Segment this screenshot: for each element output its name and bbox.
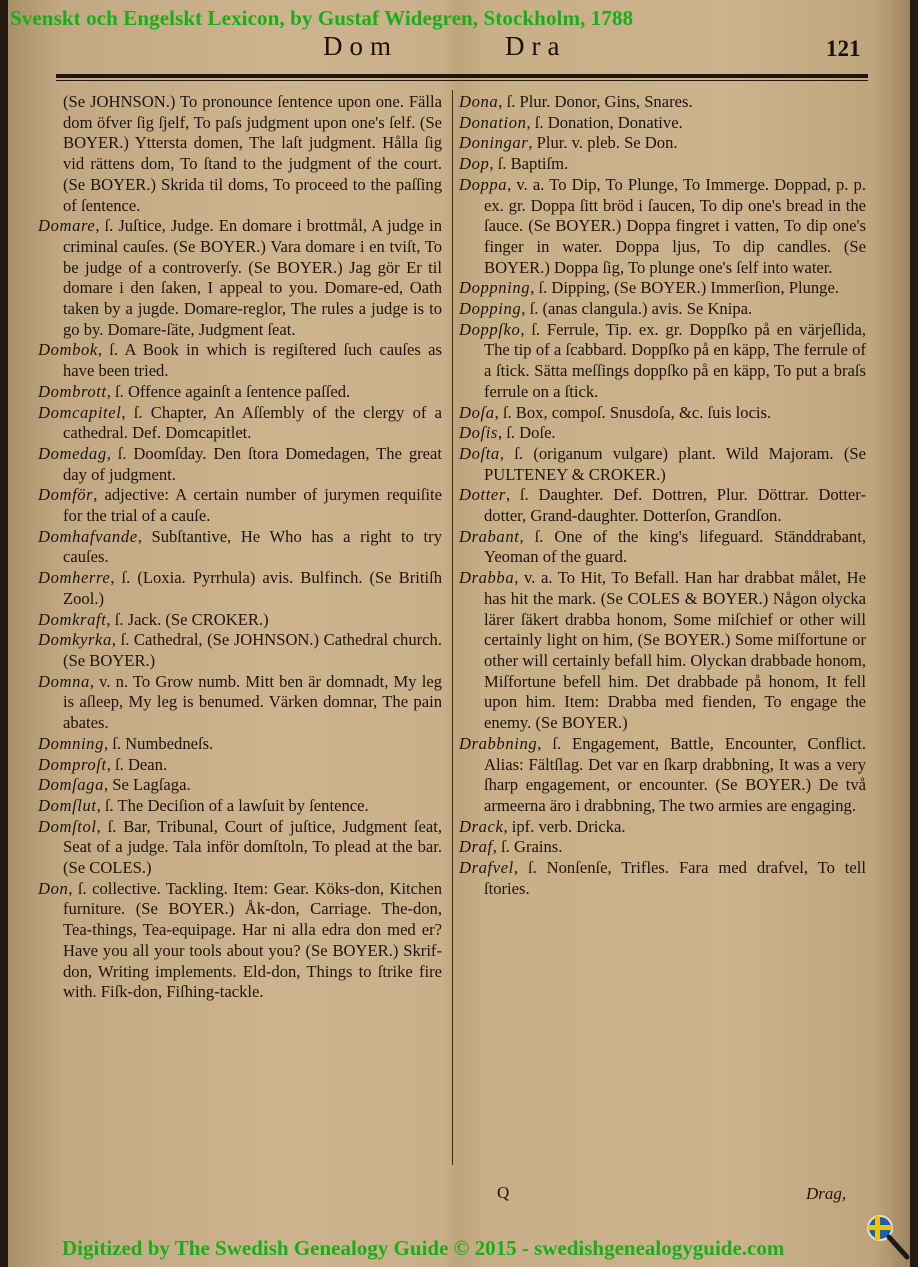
entry-headword: Dotter xyxy=(459,485,506,505)
running-head-left: Dom xyxy=(323,31,398,61)
entry-definition: , ſ. Offence againſt a ſentence paſſed. xyxy=(106,381,351,401)
entry-headword: Dona xyxy=(459,92,499,111)
entry-headword: Draf xyxy=(459,837,493,857)
entry-headword: Drabant xyxy=(459,526,520,546)
entry-definition: , ſ. Numbedneſs. xyxy=(103,733,214,753)
entry-headword: Domna xyxy=(38,671,90,691)
entry-headword: Domhafvande xyxy=(38,526,138,546)
entry-headword: Doppſko xyxy=(459,319,521,339)
entry-headword: Donation xyxy=(459,112,527,132)
entry-definition: , ſ. Dean. xyxy=(106,754,168,774)
dictionary-entry xyxy=(459,299,866,320)
entry-definition: , ipf. verb. Dricka. xyxy=(503,816,626,836)
entry-definition: , ſ. Grains. xyxy=(492,837,563,857)
entry-headword: Domſaga xyxy=(38,775,104,795)
entry-headword: Drack xyxy=(459,816,504,836)
dictionary-entry xyxy=(38,755,442,776)
entry-headword: Domedag xyxy=(38,443,107,463)
dictionary-entry xyxy=(38,775,442,796)
column-divider xyxy=(452,90,453,1165)
entry-headword: Doſa xyxy=(459,402,495,422)
dictionary-entry xyxy=(38,92,442,216)
dictionary-entry xyxy=(38,734,442,755)
entry-headword: Doſta xyxy=(459,443,500,463)
dictionary-entry xyxy=(459,423,866,444)
entry-definition: , ſ. Jack. (Se CROKER.) xyxy=(106,609,269,629)
digitization-title-banner: Svenskt och Engelskt Lexicon, by Gustaf Widegren, Stockholm, 1788 xyxy=(10,6,634,30)
catchword: Drag, xyxy=(806,1184,847,1203)
entry-definition: , v. a. To Dip, To Plunge, To Immerge. Doppad, p. p. ex. gr. Doppa ſitt bröd i ſaucen, To dip one's bread in the ſauce. (Se BOYER.) Doppa fingret i vatten, To dip one's finger in water. Doppa ljus, To dip candles. (Se BOYER.) Doppa ſig, To plunge one's ſelf into water. xyxy=(484,174,866,277)
entry-definition: , ſ. Box, compoſ. Snusdoſa, &c. ſuis locis. xyxy=(494,402,772,422)
entry-headword: Dop xyxy=(459,154,490,174)
entry-headword: Domherre xyxy=(38,568,111,588)
entry-definition: , ſ. Donation, Donative. xyxy=(526,112,683,132)
dictionary-entry xyxy=(38,527,442,568)
dictionary-entry xyxy=(459,568,866,734)
entry-headword: Doningar xyxy=(459,133,529,153)
entry-definition: (Se JOHNSON.) To pronounce ſentence upon one. Fälla dom öfver ſig ſjelf, To paſs judgment upon one's ſelf. (Se BOYER.) Yttersta domen, The laſt judgment. Hålla ſig vid rättens dom, To ſtand to the judgment of the court. (Se BOYER.) Skrida til doms, To proceed to the paſſing of ſentence. xyxy=(63,92,442,215)
entry-definition: , ſ. Plur. Donor, Gins, Snares. xyxy=(498,92,693,111)
running-head-right: Dra xyxy=(505,31,567,61)
entry-definition: , ſ. A Book in which is regiſtered ſuch cauſes as have been tried. xyxy=(63,340,442,381)
entry-headword: Domcapitel xyxy=(38,402,122,422)
dictionary-entry xyxy=(459,154,866,175)
dictionary-entry xyxy=(459,527,866,568)
entry-definition: , ſ. The Deciſion of a lawſuit by ſentence. xyxy=(96,795,369,815)
entry-headword: Domproſt xyxy=(38,754,107,774)
entry-headword: Domare xyxy=(38,216,96,236)
dictionary-entry xyxy=(38,340,442,381)
entry-definition: , ſ. Bar, Tribunal, Court of juſtice, Judgment ſeat, Seat of a judge. Tala inför domſtoln, To plead at the bar. (Se COLES.) xyxy=(63,816,442,878)
signature-mark: Q xyxy=(497,1183,510,1202)
entry-headword: Domkyrka xyxy=(38,630,112,650)
entry-headword: Domför xyxy=(38,485,94,505)
dictionary-entry xyxy=(38,672,442,734)
digitization-credit-banner: Digitized by The Swedish Genealogy Guide © 2015 - swedishgenealogyguide.com xyxy=(62,1236,785,1260)
dictionary-entry xyxy=(459,837,866,858)
entry-definition: , ſ. Ferrule, Tip. ex. gr. Doppſko på en värjeſlida, The tip of a ſcabbard. Doppſko på en käpp, The ferrule of a ſtick. Sätta meſſings doppſko på en käpp, To put a braſs ferrule on a ſtick. xyxy=(484,319,866,401)
entry-headword: Drabbning xyxy=(459,733,538,753)
entry-headword: Drabba xyxy=(459,568,515,588)
dictionary-entry xyxy=(38,796,442,817)
swedish-flag-magnifier-icon[interactable] xyxy=(863,1213,911,1261)
entry-definition: , ſ. One of the king's lifeguard. Ständdrabant, Yeoman of the guard. xyxy=(484,526,866,567)
entry-definition: , ſ. (Loxia. Pyrrhula) avis. Bulfinch. (Se Britiſh Zool.) xyxy=(63,568,442,608)
dictionary-entry xyxy=(38,568,442,609)
dictionary-entry xyxy=(38,216,442,340)
entry-headword: Don xyxy=(38,878,69,898)
entry-definition: , ſ. Cathedral, (Se JOHNSON.) Cathedral church. (Se BOYER.) xyxy=(63,630,442,670)
dictionary-entry xyxy=(459,403,866,424)
entry-headword: Domning xyxy=(38,733,104,753)
entry-definition: , ſ. (anas clangula.) avis. Se Knipa. xyxy=(521,299,753,319)
dictionary-entry xyxy=(459,444,866,485)
dictionary-entry xyxy=(38,879,442,1003)
left-column xyxy=(38,92,442,1003)
entry-headword: Doppning xyxy=(459,278,531,298)
right-column xyxy=(459,92,866,899)
running-head xyxy=(0,28,918,72)
entry-definition: , v. n. To Grow numb. Mitt ben är domnadt, My leg is aſleep, My leg is benumed. Värken domnar, The pain abates. xyxy=(63,671,442,733)
entry-definition: , ſ. Nonſenſe, Trifles. Fara med drafvel, To tell ſtories. xyxy=(484,858,866,898)
entry-definition: , adjective: A certain number of jurymen requiſite for the trial of a cauſe. xyxy=(63,485,442,526)
entry-headword: Doppa xyxy=(459,174,508,194)
entry-definition: , Se Lagſaga. xyxy=(103,775,191,795)
entry-definition: , ſ. Baptiſm. xyxy=(489,154,569,174)
header-rule xyxy=(56,74,868,81)
entry-definition: , v. a. To Hit, To Befall. Han har drabbat målet, He has hit the mark. (Se COLES & BOYER.) Någon olycka lärer ſäkert drabba honom, Some miſchief or other will certainly light on him, (Se BOYER.) Some miſfortune or other will certainly befall him. Olyckan drabbade honom, Miſfortune befell him. Det drabbade på honom, It fell upon him. Item: Drabba med fienden, To engage the enemy. (Se BOYER.) xyxy=(484,568,866,733)
entry-headword: Doſis xyxy=(459,423,498,443)
entry-headword: Domſtol xyxy=(38,816,97,836)
dictionary-entry xyxy=(459,320,866,403)
entry-definition: , ſ. (origanum vulgare) plant. Wild Majoram. (Se PULTENEY & CROKER.) xyxy=(484,443,866,484)
entry-definition: , ſ. Engagement, Battle, Encounter, Conflict. Alias: Fältſlag. Det var en ſkarp drabbning, It was a very ſharp engagement, or encounter. (Se BOYER.) De två armeerna äro i drabbning, The two armies are engaging. xyxy=(484,733,866,815)
dictionary-entry xyxy=(459,858,866,899)
entry-definition: , ſ. Doſe. xyxy=(497,423,556,443)
entry-definition: , ſ. Juſtice, Judge. En domare i brottmål, A judge in criminal cauſes. (Se BOYER.) Vara domare i en tviſt, To be judge of a controverſy. (Se BOYER.) Jag gör Er til domare i den ſaken, I appeal to you. Domare-ed, Oath taken by a jugde. Domare-reglor, The rules a judge is to go by. Domare-ſäte, Judgment ſeat. xyxy=(63,216,442,339)
entry-definition: , ſ. Doomſday. Den ſtora Domedagen, The great day of judgment. xyxy=(63,443,442,484)
dictionary-entry xyxy=(459,113,866,134)
entry-headword: Drafvel xyxy=(459,858,514,878)
entry-headword: Dopping xyxy=(459,299,522,319)
entry-definition: , Plur. v. pleb. Se Don. xyxy=(528,133,678,153)
dictionary-entry xyxy=(459,133,866,154)
page-number: 121 xyxy=(826,36,861,61)
dictionary-entry xyxy=(459,278,866,299)
dictionary-entry xyxy=(38,630,442,671)
entry-definition: , ſ. Dipping, (Se BOYER.) Immerſion, Plunge. xyxy=(530,278,839,298)
dictionary-entry xyxy=(459,92,866,113)
dictionary-entry xyxy=(38,817,442,879)
dictionary-entry xyxy=(459,734,866,817)
dictionary-entry xyxy=(38,382,442,403)
entry-definition: , ſ. Daughter. Def. Dottren, Plur. Döttrar. Dotter-dotter, Grand-daughter. Dotterſon, Grandſon. xyxy=(484,485,866,526)
dictionary-entry xyxy=(459,485,866,526)
entry-definition: , Subſtantive, He Who has a right to try cauſes. xyxy=(63,526,442,567)
entry-headword: Domkraft xyxy=(38,609,107,629)
dictionary-entry xyxy=(38,485,442,526)
entry-headword: Dombrott xyxy=(38,381,107,401)
entry-headword: Dombok xyxy=(38,340,98,360)
dictionary-entry xyxy=(38,444,442,485)
dictionary-entry xyxy=(459,817,866,838)
dictionary-entry xyxy=(459,175,866,279)
dictionary-entry xyxy=(38,610,442,631)
dictionary-entry xyxy=(38,403,442,444)
entry-headword: Domſlut xyxy=(38,795,97,815)
entry-definition: , ſ. Chapter, An Aſſembly of the clergy of a cathedral. Def. Domcapitlet. xyxy=(63,402,442,443)
entry-definition: , ſ. collective. Tackling. Item: Gear. Köks-don, Kitchen furniture. (Se BOYER.) Åk-don, Carriage. The-don, Tea-things, Tea-equipage. Har ni alla edra don med er? Have you all your tools about you? (Se BOYER.) Skrif-don, Writing implements. Eld-don, Things to ſtrike fire with. Fiſk-don, Fiſhing-tackle. xyxy=(63,878,442,1002)
